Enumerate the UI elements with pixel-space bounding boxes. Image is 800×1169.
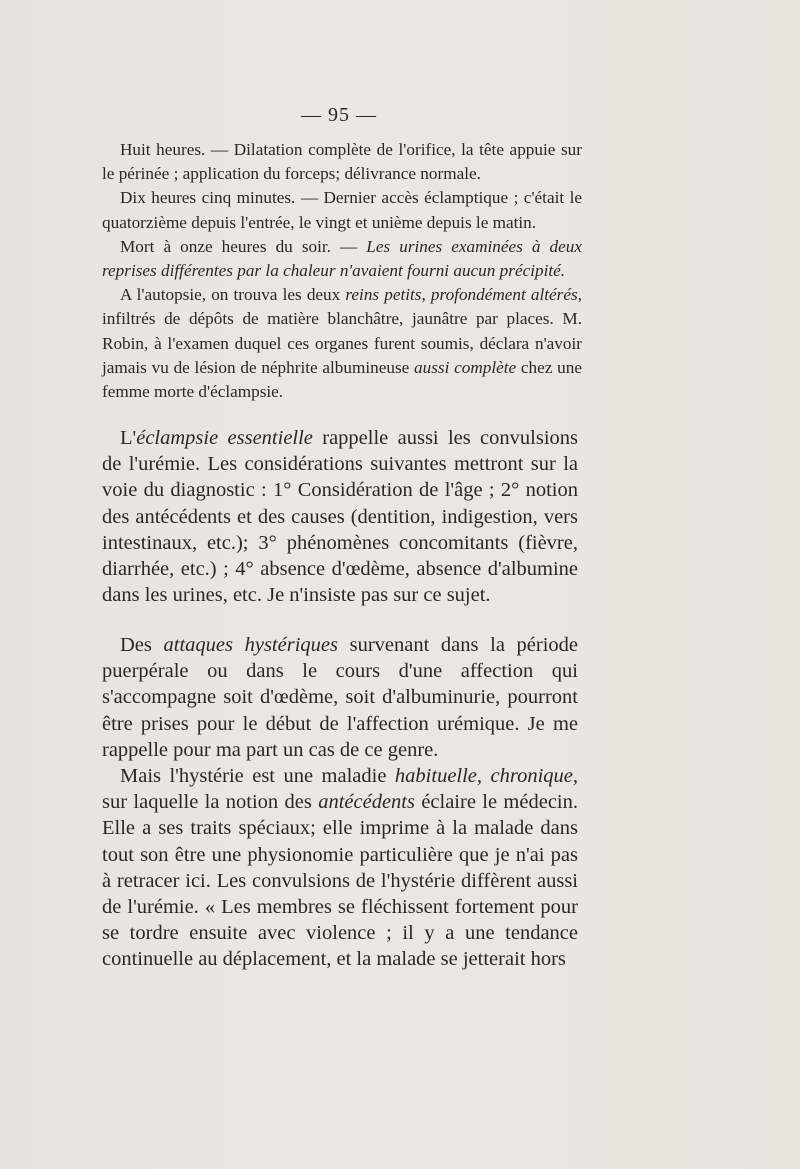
paragraph-ten-hours: Dix heures cinq minutes. — Dernier accès éclamptique ; c'était le quatorzième depuis l'entrée, le vingt et unième depuis le matin. [102,188,582,232]
hysteria-italic-2: chronique [490,765,573,788]
hysteric-text-1: Des [120,634,164,656]
hysteria-section [102,632,578,973]
paragraph-hysteria-disease [102,763,578,973]
hysteric-italic: attaques hystériques [163,634,338,656]
case-report-section [102,138,582,404]
autopsy-text-1: A l'autopsie, on trouva les deux [120,285,346,305]
paragraph-eclampsia [102,425,578,608]
hysteric-text-2: survenant dans la période puerpérale ou dans le cours d'une affection qui s'accompagne soit d'œdème, soit d'albuminurie, pourront être prises pour le début de l'affection urémique. Je me rappelle pour ma part un cas de ce genre. [102,634,579,761]
paragraph-eight-hours: Huit heures. — Dilatation complète de l'orifice, la tête appuie sur le périnée ; application du forceps; délivrance normale. [102,140,582,184]
hysteria-text-2: , [476,765,491,788]
hysteria-text-4: éclaire le médecin. Elle a ses traits spéciaux; elle imprime à la malade dans tout son être une physionomie particulière que je n'ai pas à retracer ici. Les convulsions de l'hystérie diffèrent aussi de l'urémie. « Les membres se fléchissent fortement pour se tordre ensuite avec violence ; il y a une tendance continuelle au déplacement, et la malade se jetterait hors [102,791,578,971]
eclampsia-text-1: L' [120,427,137,449]
paragraph-autopsy [102,283,582,404]
hysteria-text-3: , sur laquelle la notion des [102,765,579,814]
eclampsia-italic: éclampsie essentielle [136,427,313,449]
hysteria-italic-1: habituelle [394,765,477,788]
death-text: Mort à onze heures du soir. — [120,236,367,256]
autopsy-text-2: infiltrés de dépôts de matière blanchâtre, jaunâtre par places. M. Robin, à l'examen duquel ces organes furent soumis, déclara n'avoir jamais vu de lésion de néphrite albumineuse [102,309,582,377]
autopsy-italic-1: reins petits, profondément altérés, [345,285,582,305]
hysteria-italic-3: antécédents [318,791,415,814]
hysteria-text-1: Mais l'hystérie est une maladie [120,765,395,788]
death-urine-italic: Les urines examinées à deux reprises différentes par la chaleur n'avaient fourni aucun précipité. [102,236,583,281]
essential-eclampsia-section [102,425,578,608]
autopsy-italic-2: aussi complète [414,357,517,377]
autopsy-text-3: chez une femme morte d'éclampsie. [102,357,582,402]
paragraph-hysteric-attacks [102,632,578,763]
paragraph-death [102,235,582,283]
eclampsia-text-2: rappelle aussi les convulsions de l'urémie. Les considérations suivantes mettront sur la voie du diagnostic : 1° Considération de l'âge ; 2° notion des antécédents et des causes (dentition, indigestion, vers intestinaux, etc.); 3° phénomènes concomitants (fièvre, diarrhée, etc.) ; 4° absence d'œdème, absence d'albumine dans les urines, etc. Je n'insiste pas sur ce sujet. [102,427,579,607]
page-number: — 95 — [301,104,377,126]
